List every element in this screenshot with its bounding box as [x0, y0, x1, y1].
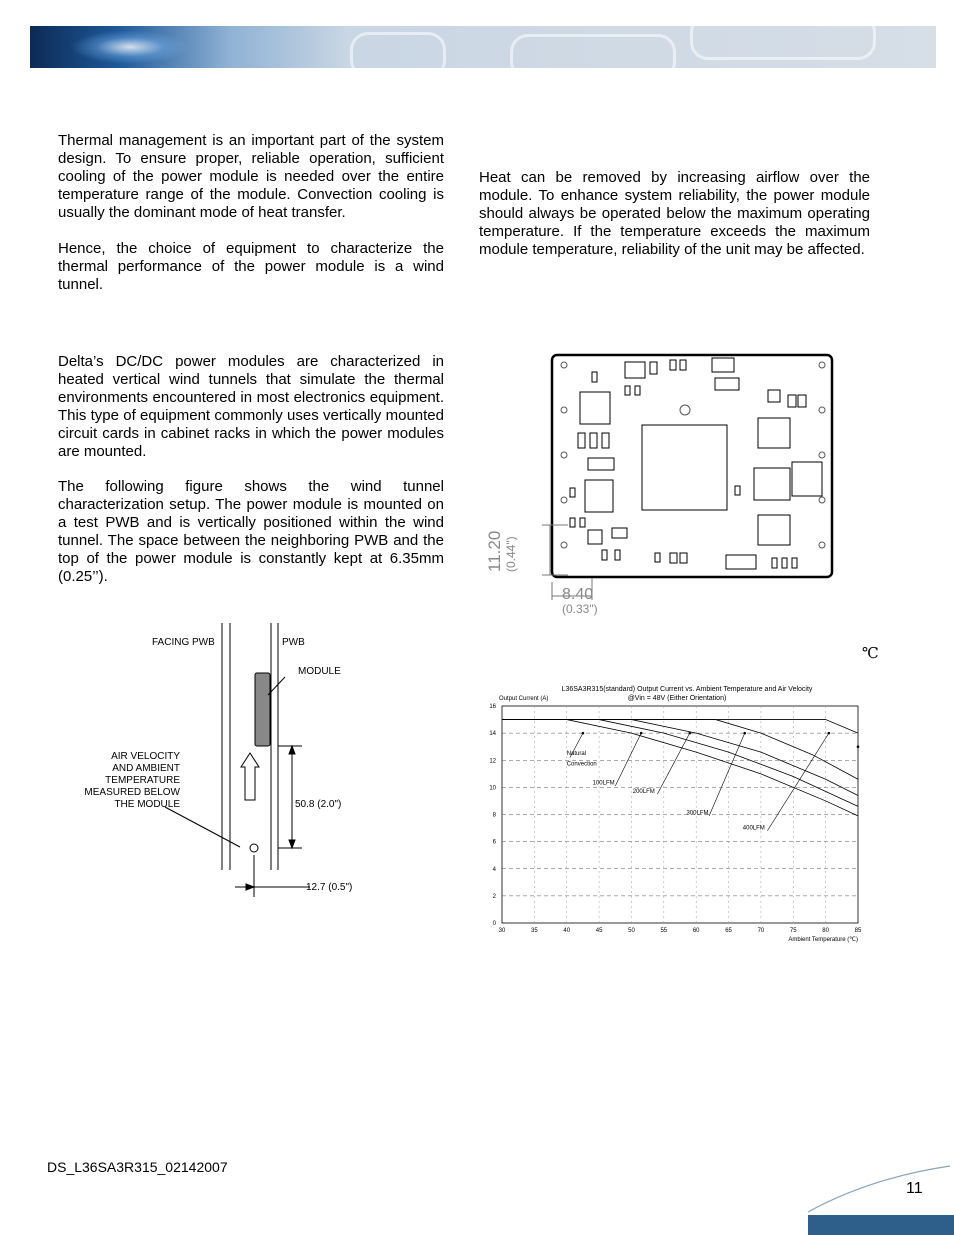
x-tick-label: 80 [822, 928, 829, 934]
y-tick-label: 16 [489, 704, 496, 710]
x-tick-label: 40 [563, 928, 571, 934]
air-velocity-label: MEASURED BELOW [84, 787, 180, 798]
x-tick-label: 55 [660, 928, 668, 934]
x-tick-label: 65 [725, 928, 732, 934]
y-tick-label: 8 [492, 812, 496, 819]
annotation-arrowhead [640, 732, 643, 735]
dim-vertical-inch-label: (0.44") [504, 536, 518, 572]
curve-annotation-label: 100LFM [592, 780, 615, 787]
series-line [502, 720, 858, 734]
x-tick-label: 50 [628, 928, 635, 934]
x-tick-label: 30 [498, 928, 506, 934]
curve-annotation-label: 200LFM [632, 788, 655, 795]
annotation-leader-line [709, 733, 745, 816]
airflow-paragraph: Heat can be removed by increasing airflow over the module. To enhance system reliability, the power module should always be operated below the maximum operating temperature. If the temperature exceeds the maximum module temperature, reliability of the unit may be affected. [479, 169, 870, 258]
x-tick-label: 75 [789, 928, 797, 934]
curve-annotation-label: Convection [566, 761, 597, 768]
annotation-arrowhead [582, 732, 585, 735]
y-tick-label: 4 [492, 866, 496, 873]
document-id: DS_L36SA3R315_02142007 [47, 1159, 228, 1175]
module-label: MODULE [298, 666, 341, 677]
annotation-arrowhead [743, 732, 746, 735]
curve-annotation-label: 300LFM [686, 810, 709, 817]
dim-vertical-label: 11.20 [485, 530, 504, 572]
chart-series [502, 720, 858, 816]
airflow-arrow-icon [241, 753, 259, 800]
wind-tunnel-figure [80, 615, 380, 905]
y-tick-label: 6 [492, 839, 496, 846]
chart-annotations [567, 732, 860, 832]
banner-motif [510, 34, 676, 80]
series-line [502, 720, 858, 816]
banner-motif [690, 14, 876, 60]
series-line [502, 720, 858, 796]
celsius-mark: ℃ [862, 644, 879, 662]
dim-horizontal-label: 8.40 [562, 586, 594, 603]
x-tick-label: 60 [692, 928, 700, 934]
annotation-leader-line [767, 733, 828, 831]
height-dimension-label: 50.8 (2.0") [295, 799, 342, 810]
annotation-leader-line [615, 733, 641, 786]
air-velocity-label: AND AMBIENT [112, 763, 180, 774]
module-block [255, 673, 270, 746]
figure-intro-paragraph: The following figure shows the wind tunnel characterization setup. The power module is mounted on a test PWB and is vertically positioned within the wind tunnel. The space between the neighboring PWB and the top of the power module is constantly kept at 6.35mm (0.25’’). [58, 478, 444, 585]
sensor-point-icon [250, 844, 258, 852]
header-banner [30, 26, 936, 68]
thermal-management-paragraph: Thermal management is an important part of the system design. To ensure proper, reliable operation, sufficient cooling of the power module is needed over the entire temperature range of the module. Convection cooling is usually the dominant mode of heat transfer. [58, 132, 444, 221]
curve-annotation-label: Natural [566, 750, 587, 757]
y-tick-label: 14 [489, 731, 496, 738]
gap-dimension-label: 12.7 (0.5") [306, 882, 353, 893]
x-tick-label: 45 [595, 928, 603, 934]
air-velocity-label: THE MODULE [114, 799, 180, 810]
footer-bar [808, 1215, 954, 1235]
chart-ticks [489, 704, 862, 934]
dim-horizontal-inch-label: (0.33") [562, 602, 598, 616]
chart-grid [502, 706, 858, 923]
x-axis-label: Ambient Temperature (℃) [788, 937, 858, 943]
y-tick-label: 2 [492, 893, 496, 900]
x-tick-label: 70 [757, 928, 765, 934]
x-tick-label: 85 [854, 928, 862, 934]
derating-chart [480, 680, 880, 950]
wind-tunnel-choice-paragraph: Hence, the choice of equipment to characterize the thermal performance of the power module is a wind tunnel. [58, 240, 444, 293]
y-tick-label: 12 [489, 758, 496, 765]
y-tick-label: 10 [489, 785, 496, 792]
air-velocity-label: TEMPERATURE [105, 775, 180, 786]
footer-swoosh [800, 1160, 954, 1216]
x-tick-label: 35 [531, 928, 538, 934]
annotation-arrowhead [688, 732, 691, 735]
chart-subtitle: @Vin = 48V (Either Orientation) [627, 695, 727, 702]
board-layout-figure [485, 350, 840, 620]
y-tick-label: 0 [492, 921, 496, 927]
chart-title: L36SA3R315(standard) Output Current vs. Ambient Temperature and Air Velocity [561, 686, 813, 693]
curve-annotation-label: 400LFM [742, 825, 765, 832]
banner-motif [350, 32, 446, 78]
transformer-component [642, 425, 727, 510]
facing-pwb-label: FACING PWB [152, 637, 215, 648]
banner-glow [70, 30, 190, 64]
y-axis-label: Output Current (A) [499, 696, 549, 702]
annotation-arrowhead [857, 745, 860, 748]
wind-tunnel-description-paragraph: Delta’s DC/DC power modules are characterized in heated vertical wind tunnels that simulate the thermal environments encountered in most electronics equipment. This type of equipment commonly uses vertically mounted circuit cards in cabinet racks in which the power modules are mounted. [58, 353, 444, 460]
pwb-label: PWB [282, 637, 305, 648]
annotation-arrowhead [828, 732, 831, 735]
series-line [502, 720, 858, 807]
page-number: 11 [906, 1180, 923, 1197]
air-velocity-label: AIR VELOCITY [111, 751, 180, 762]
